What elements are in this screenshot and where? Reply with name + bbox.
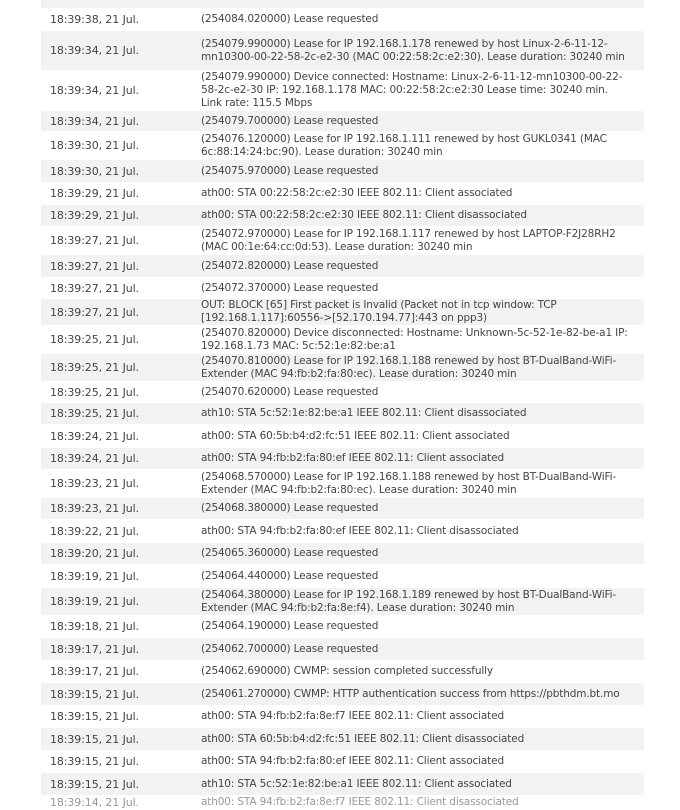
table-row — [41, 498, 644, 520]
log-timestamp: 18:39:27, 21 Jul. — [50, 259, 139, 273]
log-timestamp: 18:39:34, 21 Jul. — [50, 44, 139, 57]
table-row — [41, 448, 644, 470]
table-row — [41, 71, 644, 111]
table-row — [41, 299, 644, 326]
table-row — [41, 565, 644, 588]
log-timestamp: 18:39:34, 21 Jul. — [50, 84, 139, 97]
log-timestamp: 18:39:25, 21 Jul. — [50, 385, 139, 399]
log-timestamp: 18:39:23, 21 Jul. — [50, 477, 139, 490]
table-row — [41, 706, 644, 728]
log-timestamp: 18:39:15, 21 Jul. — [50, 755, 139, 768]
table-row — [41, 728, 644, 751]
log-message: ath00: STA 00:22:58:2c:e2:30 IEEE 802.11: Client associated — [201, 187, 513, 199]
table-row — [41, 796, 644, 810]
log-timestamp: 18:39:25, 21 Jul. — [50, 407, 139, 420]
table-row — [41, 183, 644, 205]
log-message: ath00: STA 94:fb:b2:fa:80:ef IEEE 802.11: Client associated — [201, 755, 504, 767]
table-row — [41, 111, 644, 132]
log-message: (254072.370000) Lease requested — [201, 281, 379, 294]
table-row — [41, 0, 644, 9]
log-message: ath00: STA 94:fb:b2:fa:80:ef IEEE 802.11: Client associated — [201, 452, 504, 464]
log-timestamp: 18:39:29, 21 Jul. — [50, 209, 139, 222]
log-timestamp: 18:39:20, 21 Jul. — [50, 547, 139, 560]
log-message: (254062.690000) CWMP: session completed successfully — [201, 665, 493, 677]
table-row — [41, 683, 644, 706]
log-message: (254068.380000) Lease requested — [201, 502, 379, 514]
table-row — [41, 382, 644, 403]
log-timestamp: 18:39:27, 21 Jul. — [50, 305, 139, 319]
table-row — [41, 520, 644, 543]
table-row — [41, 132, 644, 160]
log-message: (254065.360000) Lease requested — [201, 547, 379, 559]
log-timestamp: 18:39:30, 21 Jul. — [50, 164, 139, 178]
table-row — [41, 751, 644, 773]
log-message: (254070.810000) Lease for IP 192.168.1.188 renewed by host BT-DualBand-WiFi-Extender (MAC 94:fb:b2:fa:80:ec). Lease duration: 30240 min — [201, 354, 616, 380]
log-timestamp: 18:39:17, 21 Jul. — [50, 642, 139, 656]
event-log-table — [41, 0, 644, 810]
table-row — [41, 470, 644, 498]
table-row — [41, 661, 644, 683]
log-message: OUT: BLOCK [65] First packet is Invalid (Packet not in tcp window: TCP [192.168.1.117]:60556->[52.170.194.77]:443 on ppp3) — [201, 299, 557, 324]
log-timestamp: 18:39:15, 21 Jul. — [50, 687, 139, 701]
table-row — [41, 773, 644, 796]
log-message: (254076.120000) Lease for IP 192.168.1.111 renewed by host GUKL0341 (MAC 6c:88:14:24:bc:90). Lease duration: 30240 min — [201, 132, 607, 158]
log-message: (254084.020000) Lease requested — [201, 13, 379, 25]
table-row — [41, 326, 644, 354]
log-message: ath00: STA 60:5b:b4:d2:fc:51 IEEE 802.11: Client disassociated — [201, 732, 525, 745]
table-row — [41, 638, 644, 661]
table-row — [41, 205, 644, 227]
log-message: (254079.700000) Lease requested — [201, 114, 379, 127]
log-message: (254072.970000) Lease for IP 192.168.1.117 renewed by host LAPTOP-F2J28RH2 (MAC 00:1e:64:cc:0d:53). Lease duration: 30240 min — [201, 227, 616, 253]
log-timestamp: 18:39:15, 21 Jul. — [50, 732, 139, 746]
log-message: ath00: STA 00:22:58:2c:e2:30 IEEE 802.11: Client disassociated — [201, 209, 527, 221]
log-message: ath00: STA 94:fb:b2:fa:8e:f7 IEEE 802.11: Client associated — [201, 710, 504, 722]
log-message: (254079.990000) Lease for IP 192.168.1.178 renewed by host Linux-2-6-11-12-mn10300-00-22-58-2c-e2-30 (MAC 00:22:58:2c:e2:30). Lease duration: 30240 min — [201, 37, 625, 63]
table-row — [41, 588, 644, 616]
log-timestamp: 18:39:14, 21 Jul. — [50, 796, 139, 809]
log-message: (254072.820000) Lease requested — [201, 259, 379, 272]
table-row — [41, 278, 644, 299]
table-row — [41, 255, 644, 278]
log-timestamp: 18:39:29, 21 Jul. — [50, 187, 139, 200]
log-message: ath10: STA 5c:52:1e:82:be:a1 IEEE 802.11: Client disassociated — [201, 407, 527, 419]
log-message: (254079.990000) Device connected: Hostname: Linux-2-6-11-12-mn10300-00-22-58-2c-e2-30 IP: 192.168.1.178 MAC: 00:22:58:2c:e2:30 Lease time: 30240 min. Link rate: 115.5 Mbps — [201, 71, 623, 109]
table-row — [41, 403, 644, 425]
log-message: (254064.380000) Lease for IP 192.168.1.189 renewed by host BT-DualBand-WiFi-Extender (MAC 94:fb:b2:fa:8e:f4). Lease duration: 30240 min — [201, 588, 616, 614]
log-message: (254064.440000) Lease requested — [201, 569, 379, 582]
log-timestamp: 18:39:27, 21 Jul. — [50, 234, 139, 247]
log-timestamp: 18:39:25, 21 Jul. — [50, 361, 139, 374]
log-timestamp: 18:39:18, 21 Jul. — [50, 620, 139, 633]
log-timestamp: 18:39:23, 21 Jul. — [50, 502, 139, 515]
log-message: ath10: STA 5c:52:1e:82:be:a1 IEEE 802.11: Client associated — [201, 777, 512, 790]
table-row — [41, 227, 644, 255]
log-timestamp: 18:39:27, 21 Jul. — [50, 281, 139, 295]
table-row — [41, 354, 644, 382]
log-timestamp: 18:39:15, 21 Jul. — [50, 777, 139, 791]
log-message: (254070.620000) Lease requested — [201, 385, 379, 398]
log-timestamp: 18:39:24, 21 Jul. — [50, 452, 139, 465]
log-timestamp: 18:39:22, 21 Jul. — [50, 524, 139, 538]
table-row — [41, 9, 644, 31]
log-message: ath00: STA 94:fb:b2:fa:80:ef IEEE 802.11: Client disassociated — [201, 524, 519, 537]
log-timestamp: 18:39:19, 21 Jul. — [50, 595, 139, 608]
log-message: (254068.570000) Lease for IP 192.168.1.188 renewed by host BT-DualBand-WiFi-Extender (MAC 94:fb:b2:fa:80:ec). Lease duration: 30240 min — [201, 470, 616, 496]
log-message: (254064.190000) Lease requested — [201, 620, 379, 632]
log-message: (254075.970000) Lease requested — [201, 164, 379, 177]
table-row — [41, 543, 644, 565]
log-message: (254062.700000) Lease requested — [201, 642, 379, 655]
table-row — [41, 425, 644, 448]
log-message: (254070.820000) Device disconnected: Hostname: Unknown-5c-52-1e-82-be-a1 IP: 192.168.1.73 MAC: 5c:52:1e:82:be:a1 — [201, 326, 628, 352]
log-message: ath00: STA 60:5b:b4:d2:fc:51 IEEE 802.11: Client associated — [201, 429, 510, 442]
log-timestamp: 18:39:34, 21 Jul. — [50, 114, 139, 128]
log-timestamp: 18:39:30, 21 Jul. — [50, 139, 139, 152]
table-row — [41, 160, 644, 183]
log-timestamp: 18:39:38, 21 Jul. — [50, 13, 139, 26]
log-timestamp: 18:39:24, 21 Jul. — [50, 429, 139, 443]
table-row — [41, 616, 644, 638]
log-timestamp: 18:39:25, 21 Jul. — [50, 333, 139, 346]
log-message: ath00: STA 94:fb:b2:fa:8e:f7 IEEE 802.11: Client disassociated — [201, 796, 519, 808]
log-message: (254061.270000) CWMP: HTTP authentication success from https://pbthdm.bt.mo — [201, 687, 620, 700]
log-timestamp: 18:39:15, 21 Jul. — [50, 710, 139, 723]
log-timestamp: 18:39:17, 21 Jul. — [50, 665, 139, 678]
log-timestamp: 18:39:19, 21 Jul. — [50, 569, 139, 583]
table-row — [41, 31, 644, 71]
